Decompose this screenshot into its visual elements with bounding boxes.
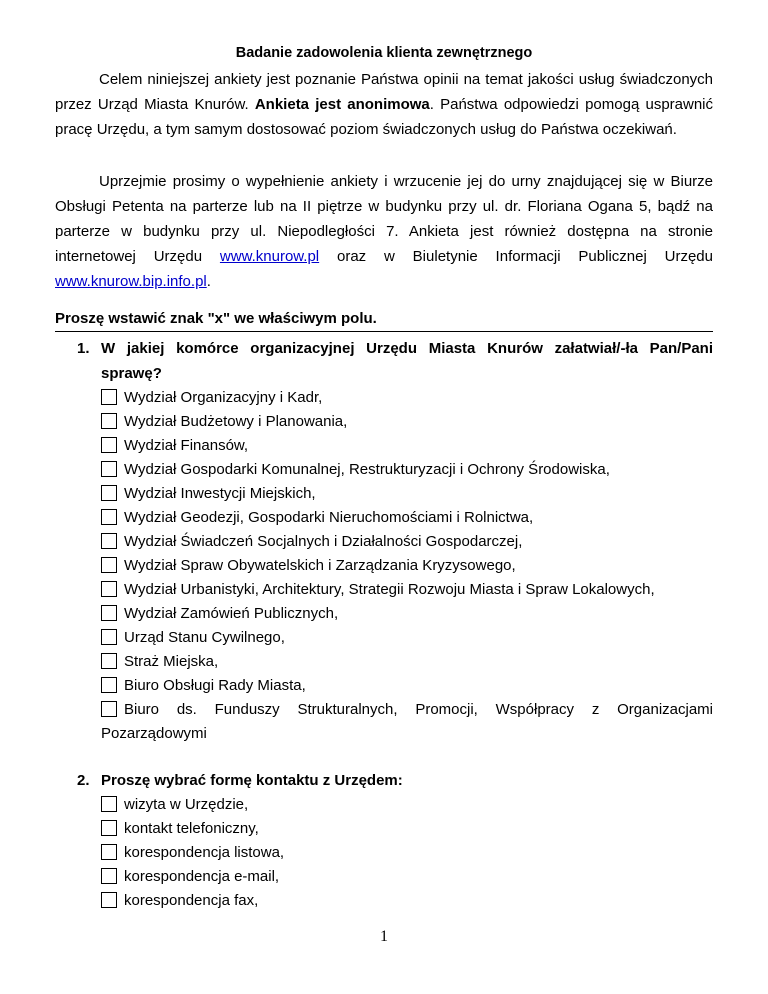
option-label: Biuro Obsługi Rady Miasta, — [124, 677, 306, 694]
option-label: kontakt telefoniczny, — [124, 820, 259, 837]
q1-option — [55, 482, 713, 506]
question-2-options — [55, 793, 713, 913]
anonymous-notice: Ankieta jest anonimowa — [254, 96, 430, 113]
question-2-number: 2. — [77, 772, 90, 789]
question-2-text: Proszę wybrać formę kontaktu z Urzędem: — [101, 772, 403, 789]
option-label: Biuro ds. Funduszy Strukturalnych, Promocji, Współpracy z Organizacjami — [124, 701, 713, 718]
option-label: Wydział Inwestycji Miejskich, — [124, 485, 316, 502]
option-label: Wydział Zamówień Publicznych, — [124, 605, 339, 622]
intro2-text-b: oraz w Biuletynie Informacji Publicznej Urzędu — [319, 248, 713, 265]
q1-option — [55, 554, 713, 578]
checkbox[interactable] — [101, 653, 117, 669]
checkbox[interactable] — [101, 485, 117, 501]
q1-option — [55, 506, 713, 530]
checkbox[interactable] — [101, 581, 117, 597]
q1-option — [55, 410, 713, 434]
checkbox[interactable] — [101, 820, 117, 836]
checkbox[interactable] — [101, 461, 117, 477]
q1-option — [55, 530, 713, 554]
bip-link[interactable]: www.knurow.bip.info.pl — [55, 273, 207, 290]
question-1 — [55, 336, 713, 746]
checkbox[interactable] — [101, 389, 117, 405]
q2-option — [55, 841, 713, 865]
question-2-title — [55, 768, 713, 793]
checkbox[interactable] — [101, 557, 117, 573]
option-label: Wydział Urbanistyki, Architektury, Strategii Rozwoju Miasta i Spraw Lokalowych, — [124, 581, 655, 598]
q1-option — [55, 386, 713, 410]
checkbox[interactable] — [101, 413, 117, 429]
q2-option — [55, 817, 713, 841]
option-label: Wydział Organizacyjny i Kadr, — [124, 389, 323, 406]
q2-option — [55, 793, 713, 817]
question-2 — [55, 768, 713, 913]
option-label-continuation: Pozarządowymi — [101, 725, 207, 742]
page-number: 1 — [380, 928, 388, 945]
checkbox[interactable] — [101, 629, 117, 645]
intro-paragraph-2 — [55, 169, 713, 294]
q2-option — [55, 889, 713, 913]
checkbox[interactable] — [101, 605, 117, 621]
checkbox[interactable] — [101, 677, 117, 693]
checkbox[interactable] — [101, 509, 117, 525]
document-title: Badanie zadowolenia klienta zewnętrznego — [235, 45, 533, 61]
intro2-text-a: Uprzejmie prosimy o wypełnienie ankiety i wrzucenie jej do urny znajdującej się w Biurze Obsługi Petenta na parterze lub na II piętrze w budynku przy ul. dr. Floriana Ogana 5, bądź na parterze w budynku przy ul. Niepodległości 7. Ankieta jest również dostępna na stronie internetowej Urzędu — [55, 173, 713, 265]
q1-option — [55, 458, 713, 482]
option-label: Wydział Finansów, — [124, 437, 249, 454]
q1-option — [55, 650, 713, 674]
option-label: korespondencja listowa, — [124, 844, 285, 861]
q1-option — [55, 578, 713, 602]
option-label: Wydział Budżetowy i Planowania, — [124, 413, 348, 430]
checkbox[interactable] — [101, 892, 117, 908]
checkbox[interactable] — [101, 437, 117, 453]
checkbox[interactable] — [101, 844, 117, 860]
option-label: Wydział Gospodarki Komunalnej, Restrukturyzacji i Ochrony Środowiska, — [124, 461, 610, 478]
checkbox[interactable] — [101, 796, 117, 812]
question-1-number: 1. — [77, 340, 90, 357]
option-label: Wydział Świadczeń Socjalnych i Działalności Gospodarczej, — [124, 533, 523, 550]
option-label: korespondencja e-mail, — [124, 868, 280, 885]
website-link[interactable]: www.knurow.pl — [219, 248, 320, 265]
intro2-text-c: . — [206, 273, 211, 290]
option-label: Wydział Geodezji, Gospodarki Nieruchomościami i Rolnictwa, — [124, 509, 534, 526]
intro-paragraph-1 — [55, 67, 713, 142]
q1-option — [55, 434, 713, 458]
q1-option — [55, 626, 713, 650]
q1-option — [55, 602, 713, 626]
option-label: Urząd Stanu Cywilnego, — [124, 629, 285, 646]
option-label: Straż Miejska, — [124, 653, 219, 670]
option-label: korespondencja fax, — [124, 892, 259, 909]
option-label: Wydział Spraw Obywatelskich i Zarządzania Kryzysowego, — [124, 557, 516, 574]
question-1-options — [55, 386, 713, 698]
question-1-option-last — [55, 698, 713, 746]
instruction-heading: Proszę wstawić znak "x" we właściwym polu. — [55, 307, 713, 332]
option-label: wizyta w Urzędzie, — [124, 796, 249, 813]
q1-option — [55, 674, 713, 698]
intro1-text-a: Celem niniejszej ankiety jest poznanie Państwa opinii na temat jakości usług świadczonych przez Urząd Miasta Knurów. — [55, 71, 713, 113]
question-1-text: W jakiej komórce organizacyjnej Urzędu Miasta Knurów załatwiał/-ła Pan/Pani sprawę? — [101, 340, 713, 382]
q2-option — [55, 865, 713, 889]
checkbox[interactable] — [101, 701, 117, 717]
checkbox[interactable] — [101, 533, 117, 549]
question-1-title — [55, 336, 713, 386]
intro1-text-b: . Państwa odpowiedzi pomogą usprawnić pracę Urzędu, a tym samym dostosować poziom świadczonych usług do Państwa oczekiwań. — [55, 96, 714, 138]
checkbox[interactable] — [101, 868, 117, 884]
